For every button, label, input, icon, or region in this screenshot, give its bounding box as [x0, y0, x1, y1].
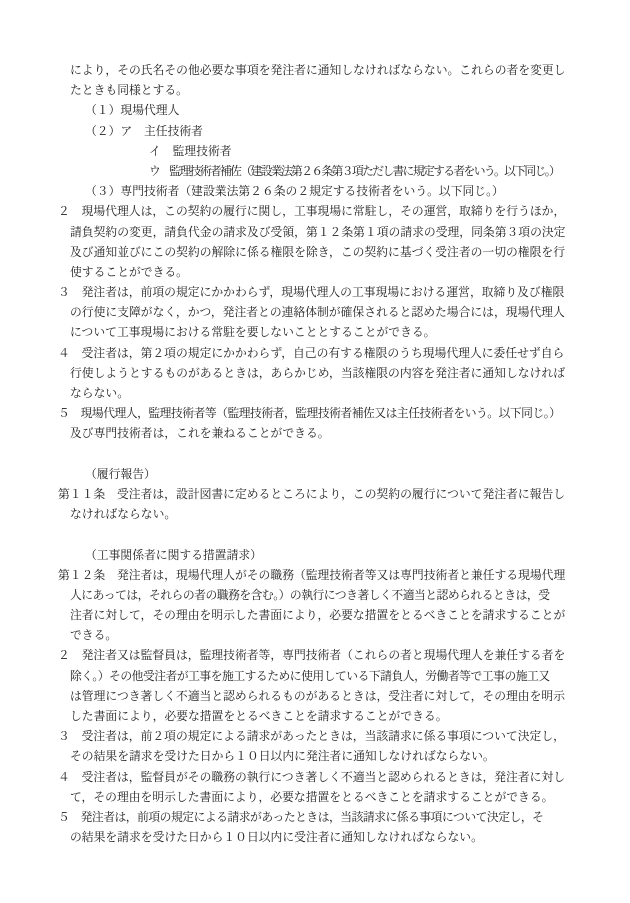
contract-text-block — [58, 60, 630, 847]
text-line: の行使に支障がなく，かつ，発注者との連絡体制が確保されると認めた場合には，現場代理人 — [70, 305, 565, 320]
text-line: たときも同様とする。 — [70, 83, 188, 98]
paragraph-line: ３ 発注者は，前項の規定にかかわらず，現場代理人の工事現場における運営，取締り及び権限 — [58, 285, 565, 300]
text-line: 使することができる。 — [70, 264, 188, 279]
text-line: ならない。 — [70, 386, 129, 400]
text-line: できる。 — [70, 628, 118, 643]
paragraph-line: ２ 発注者又は監督員は，監理技術者等，専門技術者（これらの者と現場代理人を兼任する者を — [58, 648, 566, 663]
text-line: 注者に対して，その理由を明示した書面により，必要な措置をとるべきことを請求することが — [70, 608, 566, 623]
text-line: 及び通知並びにこの契約の解除に係る権限を除き，この契約に基づく受注者の一切の権限を行 — [70, 244, 565, 259]
text-line: その結果を請求を受けた日から１０日以内に発注者に通知しなければならない。 — [70, 749, 495, 764]
paragraph-line: ４ 受注者は，監督員がその職務の執行につき著しく不適当と認められるときは，発注者に対し — [58, 769, 566, 784]
text-line: 及び専門技術者は，これを兼ねることができる。 — [70, 426, 330, 441]
text-line: した書面により，必要な措置をとるべきことを請求することができる。 — [70, 709, 448, 723]
section-heading: （履行報告） — [85, 466, 156, 481]
list-subitem: ウ 監理技術者補佐（建設業法第２６条第３項ただし書に規定する者をいう。以下同じ。） — [149, 163, 560, 178]
text-line: 除く。）その他受注者が工事を施工するために使用している下請負人，労働者等で工事の施工又 — [70, 668, 550, 683]
paragraph-line: ３ 受注者は，前２項の規定による請求があったときは，当該請求に係る事項について決定し， — [58, 729, 565, 744]
list-item: （３）専門技術者（建設業法第２６条の２規定する技術者をいう。以下同じ。） — [85, 184, 504, 199]
article-line: 第１２条 発注者は，現場代理人がその職務（監理技術者等又は専門技術者と兼任する現場代理 — [58, 567, 566, 582]
list-subitem: イ 監理技術者 — [149, 143, 232, 158]
section-heading: （工事関係者に関する措置請求） — [85, 547, 262, 562]
paragraph-line: ５ 現場代理人，監理技術者等（監理技術者，監理技術者補佐又は主任技術者をいう。以下同じ。） — [58, 406, 561, 421]
text-line: の結果を請求を受けた日から１０日以内に受注者に通知しなければならない。 — [70, 830, 483, 845]
article-line: 第１１条 受注者は，設計図書に定めるところにより，この契約の履行について発注者に報告し — [58, 486, 566, 501]
text-line: により，その氏名その他必要な事項を発注者に通知しなければならない。これらの者を変更し — [70, 63, 566, 77]
blank-line — [58, 444, 630, 464]
text-line: 人にあっては，それらの者の職務を含む。）の執行につき著しく不適当と認められるときは，受 — [70, 587, 550, 602]
paragraph-line: ５ 発注者は，前項の規定による請求があったときは，当該請求に係る事項について決定し，そ — [58, 809, 544, 824]
text-line: 行使しようとするものがあるときは，あらかじめ，当該権限の内容を発注者に通知しなければ — [70, 365, 565, 380]
list-item: （２）ア 主任技術者 — [85, 123, 203, 138]
text-line: は管理につき著しく不適当と認められるものがあるときは，受注者に対して，その理由を明示 — [70, 688, 565, 703]
text-line: なければならない。 — [70, 507, 177, 522]
text-line: について工事現場における常駐を要しないこととすることができる。 — [70, 325, 436, 340]
text-line: 請負契約の変更，請負代金の請求及び受領，第１２条第１項の請求の受理，同条第３項の決定 — [70, 224, 566, 239]
list-item: （１）現場代理人 — [85, 103, 180, 118]
text-line: て，その理由を明示した書面により，必要な措置をとるべきことを請求することができる。 — [70, 789, 554, 804]
paragraph-line: ２ 現場代理人は，この契約の履行に関し，工事現場に常駐し，その運営，取締りを行うほか， — [58, 204, 566, 219]
blank-line — [58, 524, 630, 544]
paragraph-line: ４ 受注者は，第２項の規定にかかわらず，自己の有する権限のうち現場代理人に委任せず自ら — [58, 345, 565, 360]
